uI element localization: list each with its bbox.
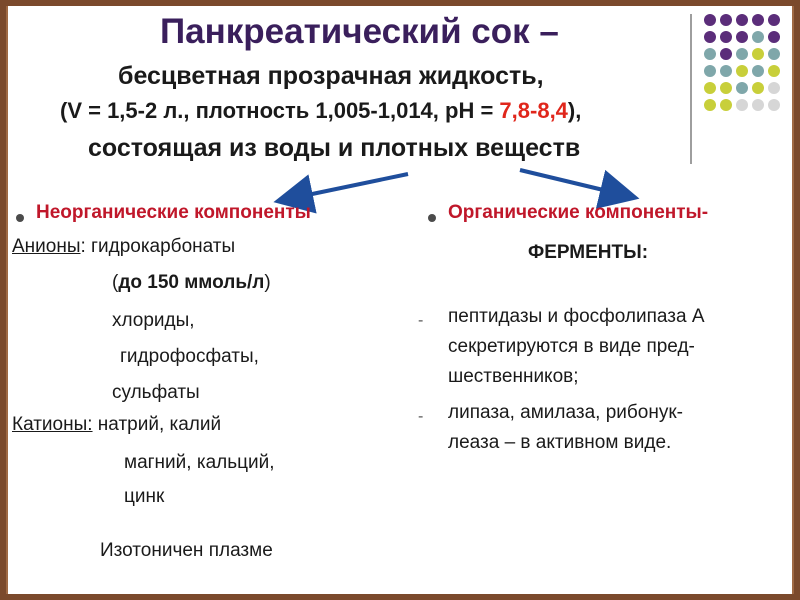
enzyme-line: секретируются в виде пред- [448,336,695,357]
ph-value: 7,8-8,4 [499,98,568,123]
enzymes-heading: ФЕРМЕНТЫ: [528,242,649,263]
enzyme-line: леаза – в активном виде. [448,432,672,453]
list-marker: - [418,312,424,329]
cation-item: магний, кальций, [124,452,275,473]
anions-label: Анионы [12,236,81,257]
subtitle-line-1: бесцветная прозрачная жидкость, [118,62,544,90]
arrow-left-icon [293,174,408,198]
cations-first: натрий, калий [92,414,222,435]
subtitle-line-2-suffix: ), [567,98,582,123]
note-open: ( [112,272,119,293]
enzyme-line: пептидазы и фосфолипаза А [448,306,705,327]
arrow-right-icon [520,170,620,194]
anions-line [12,236,235,258]
anion-item: хлориды, [112,310,195,331]
note-close: ) [264,272,271,293]
subtitle-line-3: состоящая из воды и плотных веществ [88,134,581,162]
cations-line [12,414,221,436]
anions-first: : гидрокарбонаты [80,236,236,257]
anion-item: гидрофосфаты, [120,346,259,367]
anion-item: сульфаты [112,382,200,403]
isotonic-note: Изотоничен плазме [100,540,273,561]
anions-note [112,272,271,294]
heading-inorganic: Неорганические компоненты [36,202,311,223]
cation-item: цинк [124,486,165,507]
enzyme-line: липаза, амилаза, рибонук- [448,402,683,423]
page-title: Панкреатический сок – [160,12,559,51]
cations-label: Катионы: [12,414,93,435]
subtitle-line-2-prefix: (V = 1,5-2 л., плотность 1,005-1,014, рН = [60,98,500,123]
bullet-icon [16,214,24,222]
bullet-icon [428,214,436,222]
enzyme-line: шественников; [448,366,579,387]
list-marker: - [418,408,424,425]
heading-organic: Органические компоненты- [448,202,709,223]
note-value: до 150 ммоль/л [118,272,265,293]
slide [8,6,792,594]
arrows [8,6,792,226]
